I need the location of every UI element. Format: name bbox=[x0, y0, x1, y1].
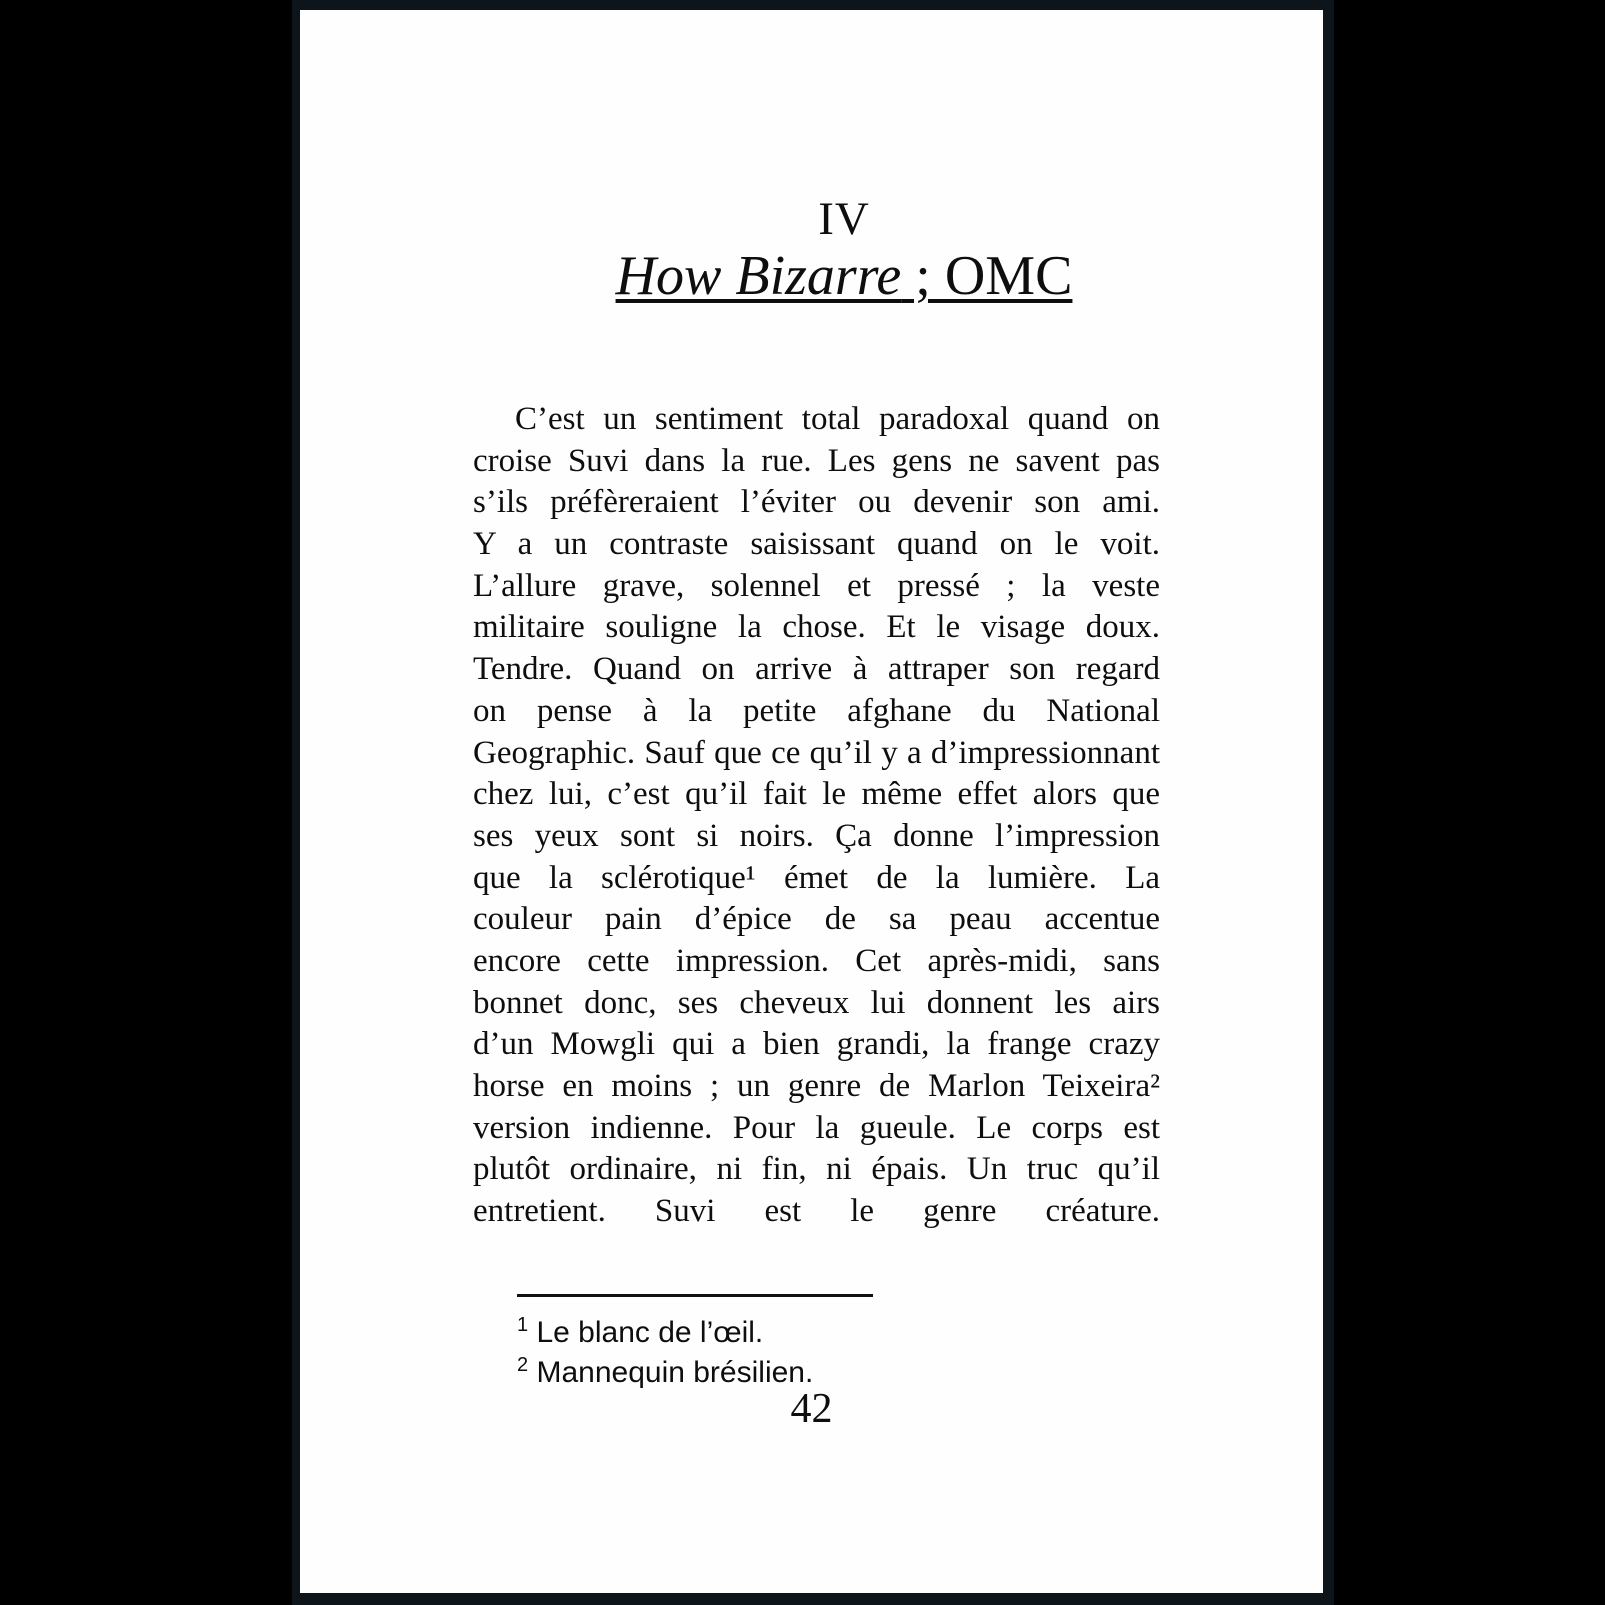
body-line: ses yeux sont si noirs. Ça donne l’impression bbox=[473, 817, 1160, 854]
body-line: on pense à la petite afghane du National bbox=[473, 692, 1160, 729]
body-line: s’ils préfèreraient l’éviter ou devenir son ami. bbox=[473, 484, 1160, 521]
footnote-marker: 1 bbox=[517, 1314, 529, 1336]
chapter-title-plain: ; OMC bbox=[901, 245, 1073, 307]
body-line: chez lui, c’est qu’il fait le même effet alors que bbox=[473, 776, 1160, 813]
body-line: Tendre. Quand on arrive à attraper son regard bbox=[473, 651, 1160, 688]
body-line: militaire souligne la chose. Et le visage doux. bbox=[473, 609, 1160, 646]
body-line: Y a un contraste saisissant quand on le voit. bbox=[473, 526, 1160, 563]
page-number: 42 bbox=[790, 1386, 833, 1432]
body-line: L’allure grave, solennel et pressé ; la veste bbox=[473, 567, 1160, 604]
body-line: Geographic. Sauf que ce qu’il y a d’impressionnant bbox=[473, 734, 1160, 771]
body-line: encore cette impression. Cet après-midi, sans bbox=[473, 942, 1160, 979]
chapter-title-underline bbox=[616, 245, 1073, 307]
footnote-separator bbox=[517, 1294, 873, 1297]
footnotes bbox=[517, 1313, 1137, 1393]
footnote-text: Mannequin brésilien. bbox=[536, 1356, 814, 1389]
body-line: croise Suvi dans la rue. Les gens ne savent pas bbox=[473, 442, 1160, 479]
book-viewer-frame bbox=[292, 0, 1334, 1605]
footnote bbox=[517, 1313, 1137, 1353]
body-line: d’un Mowgli qui a bien grandi, la frange crazy bbox=[473, 1026, 1160, 1063]
book-page bbox=[300, 10, 1323, 1593]
body-line: entretient. Suvi est le genre créature. bbox=[473, 1193, 1160, 1230]
chapter-title-italic: How Bizarre bbox=[615, 245, 902, 307]
body-line: bonnet donc, ses cheveux lui donnent les airs bbox=[473, 984, 1160, 1021]
body-text bbox=[473, 399, 1160, 1233]
body-line: horse en moins ; un genre de Marlon Teixeira² bbox=[473, 1068, 1160, 1104]
footnote-text: Le blanc de l’œil. bbox=[536, 1316, 764, 1349]
body-line: que la sclérotique¹ émet de la lumière. La bbox=[473, 859, 1160, 896]
body-line: version indienne. Pour la gueule. Le corps est bbox=[473, 1109, 1160, 1146]
body-line: plutôt ordinaire, ni fin, ni épais. Un truc qu’il bbox=[473, 1151, 1160, 1188]
chapter-title bbox=[473, 245, 1160, 307]
chapter-number: IV bbox=[818, 193, 870, 245]
body-line: C’est un sentiment total paradoxal quand on bbox=[515, 401, 1160, 437]
body-line: couleur pain d’épice de sa peau accentue bbox=[473, 901, 1160, 938]
footnote-marker: 2 bbox=[517, 1354, 529, 1376]
